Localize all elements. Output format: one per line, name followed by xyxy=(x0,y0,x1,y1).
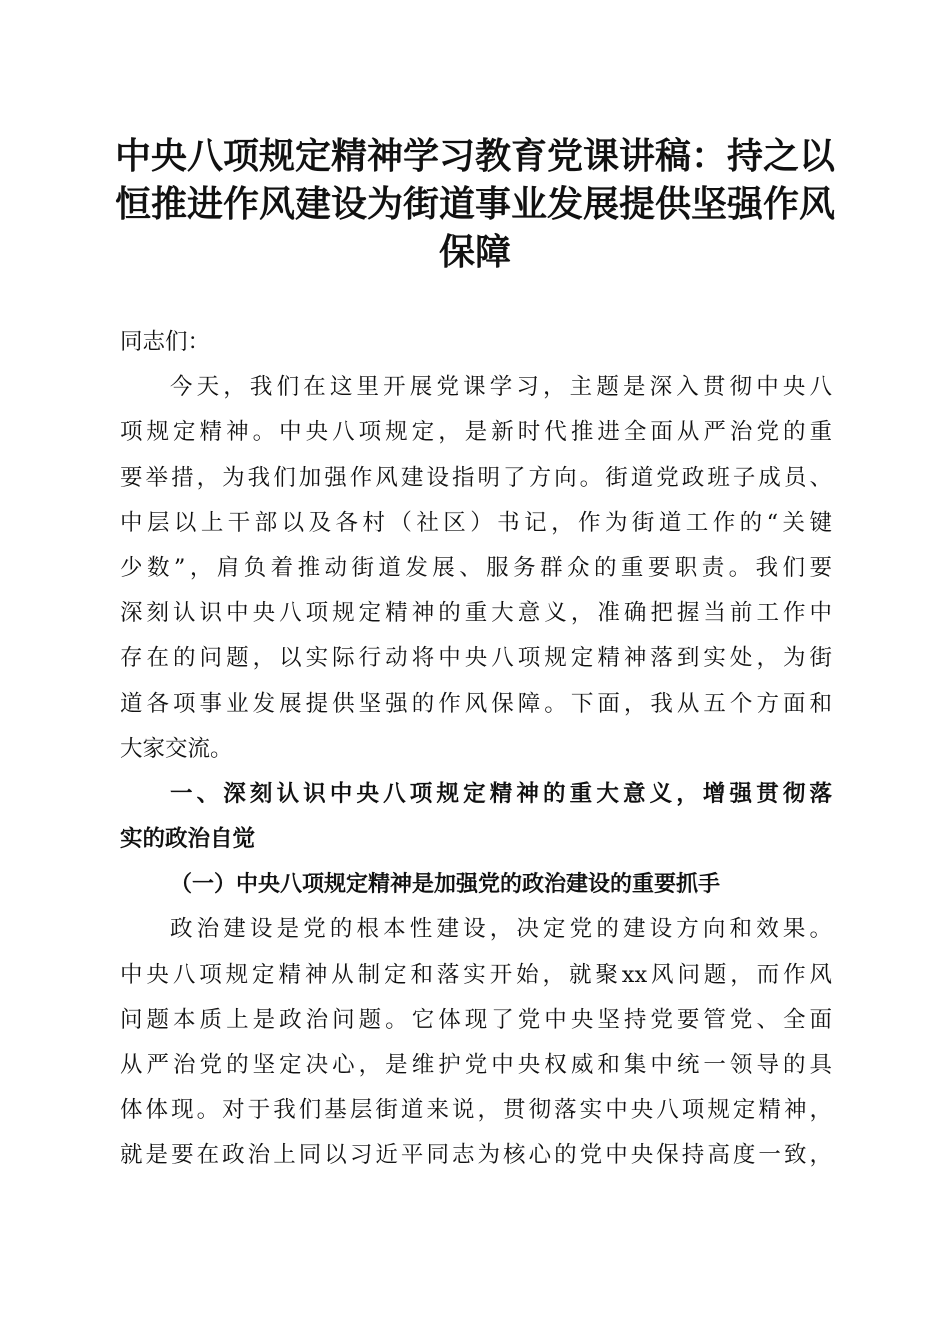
paragraph-line: 要举措，为我们加强作风建设指明了方向。街道党政班子成员、 xyxy=(120,464,832,491)
paragraph-line: 项规定精神。中央八项规定，是新时代推进全面从严治党的重 xyxy=(120,419,832,446)
heading-line: 一、深刻认识中央八项规定精神的重大意义，增强贯彻落 xyxy=(170,780,832,807)
subsection-heading-1: （一）中央八项规定精神是加强党的政治建设的重要抓手 xyxy=(170,871,721,898)
paragraph-line: 今天，我们在这里开展党课学习，主题是深入贯彻中央八 xyxy=(170,374,832,401)
paragraph-line: 中央八项规定精神从制定和落实开始，就聚xx风问题，而作风 xyxy=(120,961,832,988)
paragraph-line: 中层以上干部以及各村（社区）书记，作为街道工作的“关键 xyxy=(120,509,832,536)
document-body xyxy=(120,320,832,1179)
paragraph-line: 大家交流。 xyxy=(120,735,233,762)
paragraph-line: 体体现。对于我们基层街道来说，贯彻落实中央八项规定精神， xyxy=(120,1097,832,1124)
title-line: 恒推进作风建设为街道事业发展提供坚强作风 xyxy=(114,183,835,225)
salutation: 同志们： xyxy=(120,329,211,355)
section-heading-1 xyxy=(120,772,832,862)
title-line: 保障 xyxy=(438,231,511,273)
paragraph-line: 就是要在政治上同以习近平同志为核心的党中央保持高度一致， xyxy=(120,1142,832,1169)
title-line: 中央八项规定精神学习教育党课讲稿：持之以 xyxy=(114,135,835,177)
paragraph-line: 从严治党的坚定决心，是维护党中央权威和集中统一领导的具 xyxy=(120,1052,832,1078)
paragraph-line: 问题本质上是政治问题。它体现了党中央坚持党要管党、全面 xyxy=(120,1006,832,1033)
paragraph-line: 深刻认识中央八项规定精神的重大意义，准确把握当前工作中 xyxy=(120,600,832,627)
subsection-1-paragraph xyxy=(120,907,832,1178)
paragraph-line: 政治建设是党的根本性建设，决定党的建设方向和效果。 xyxy=(170,916,832,943)
intro-paragraph xyxy=(120,365,832,772)
paragraph-line: 少数”，肩负着推动街道发展、服务群众的重要职责。我们要 xyxy=(120,554,832,581)
paragraph-line: 存在的问题，以实际行动将中央八项规定精神落到实处，为街 xyxy=(120,645,832,672)
paragraph-line: 道各项事业发展提供坚强的作风保障。下面，我从五个方面和 xyxy=(120,690,832,717)
heading-line: 实的政治自觉 xyxy=(120,826,256,853)
document-title xyxy=(100,132,850,276)
